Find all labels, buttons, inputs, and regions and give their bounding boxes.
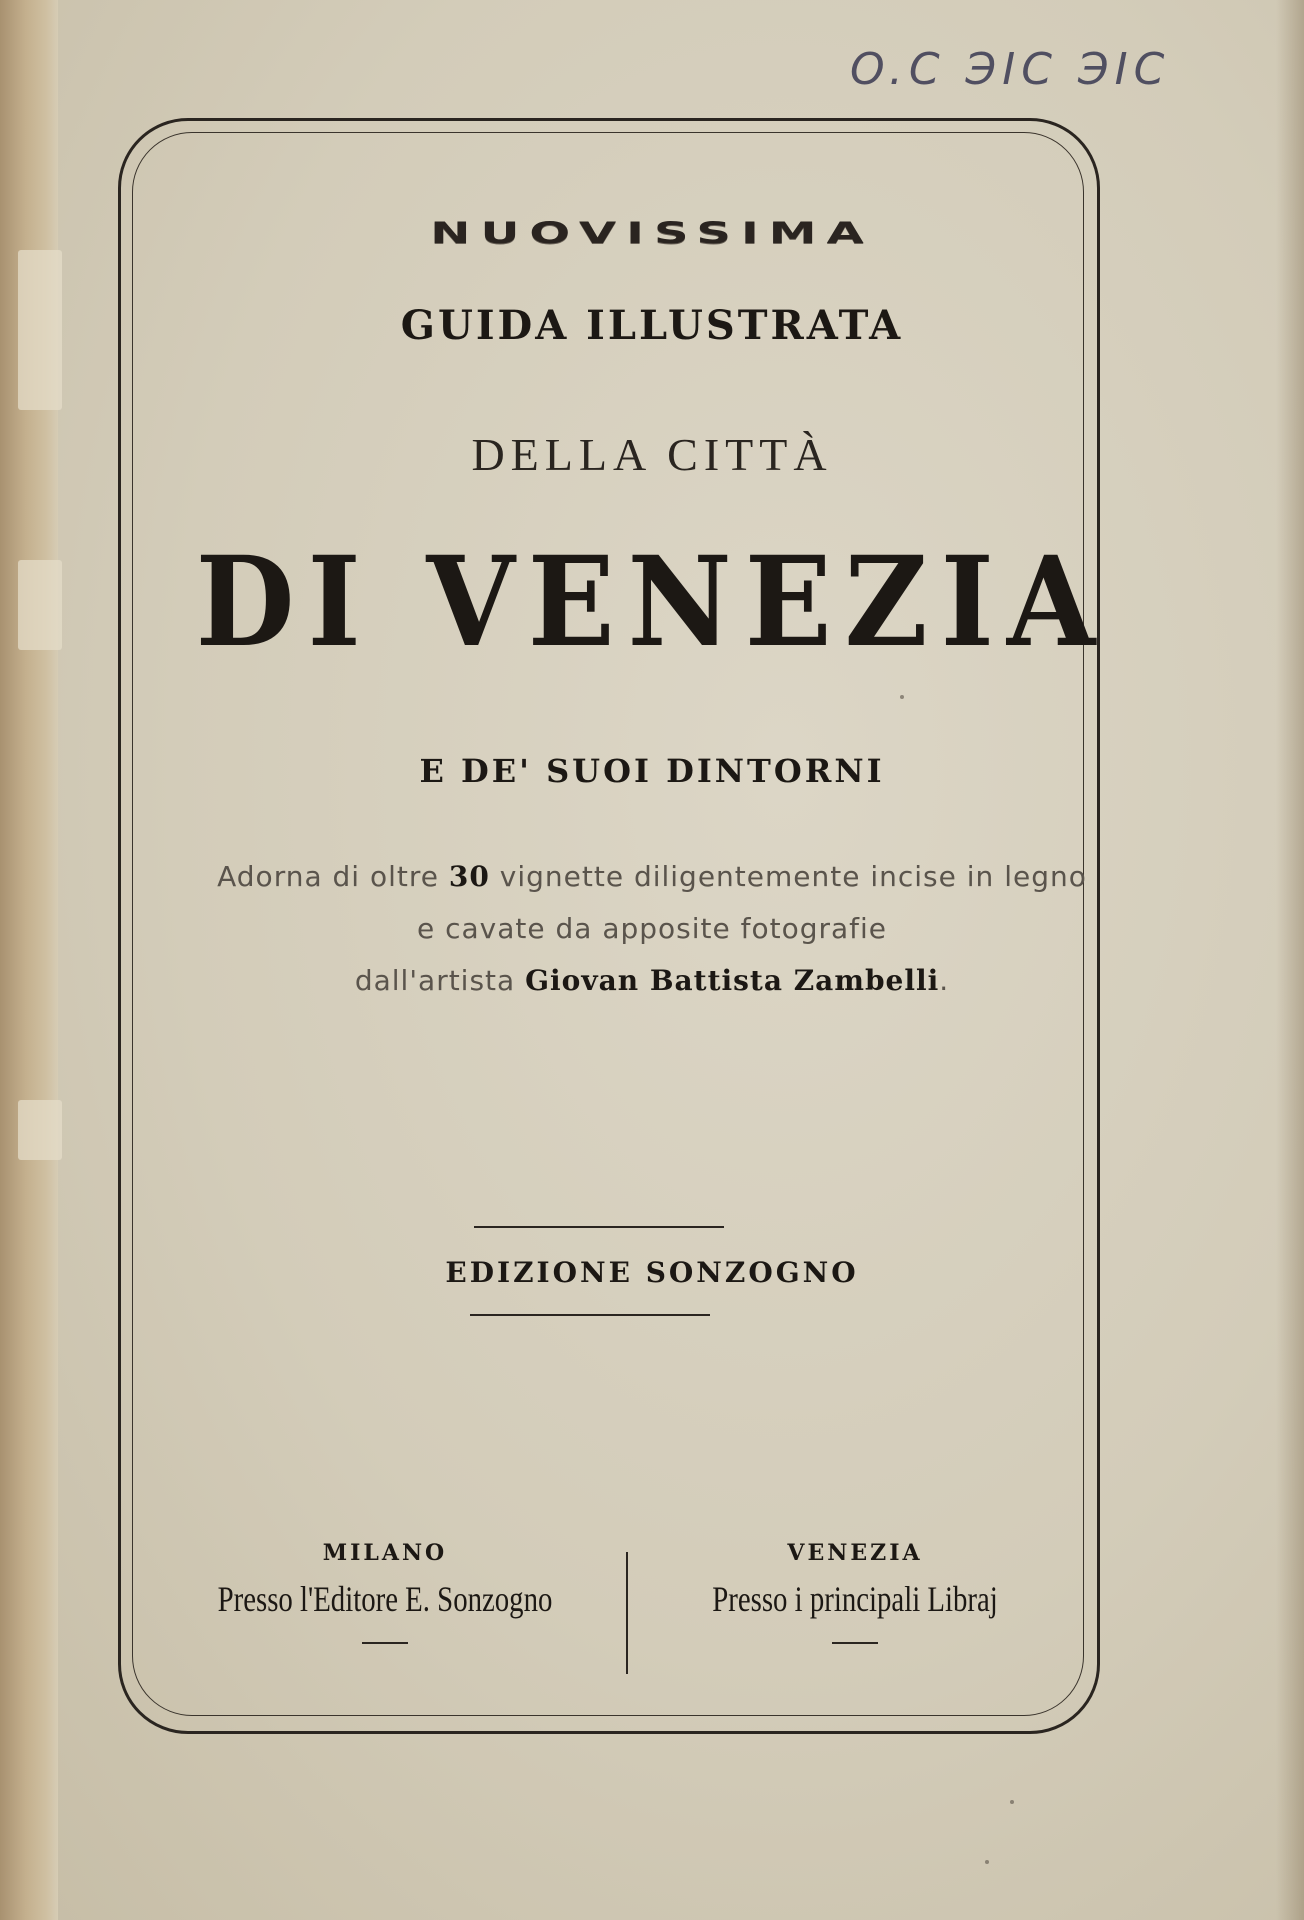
imprint-city: VENEZIA — [787, 1540, 923, 1566]
imprint-dash — [832, 1642, 878, 1644]
description-text: vignette diligentemente incise in legno — [489, 860, 1087, 893]
edition-label: EDIZIONE SONZOGNO — [445, 1256, 859, 1289]
imprint-publisher: Presso l'Editore E. Sonzogno — [217, 1579, 553, 1619]
description-text: . — [939, 964, 950, 997]
subtitle-dintorni: E DE' SUOI DINTORNI — [419, 752, 885, 790]
imprint-dash — [362, 1642, 408, 1644]
title-di-venezia: DI VENEZIA — [195, 530, 1109, 675]
rule-bottom — [470, 1314, 710, 1316]
title-guida-illustrata: GUIDA ILLUSTRATA — [400, 302, 904, 349]
ink-speck — [985, 1860, 989, 1864]
imprint-milano — [170, 1540, 600, 1644]
description-line-1 — [0, 860, 1304, 893]
description-text: dall'artista — [354, 964, 526, 997]
imprint-city: MILANO — [322, 1540, 448, 1566]
imprint-publisher: Presso i principali Libraj — [712, 1579, 998, 1619]
vignette-count: 30 — [448, 860, 490, 893]
description-line-2: e cavate da apposite fotografie — [416, 912, 888, 945]
description-text: Adorna di oltre — [217, 860, 449, 893]
title-della-citta: DELLA CITTÀ — [471, 429, 833, 480]
paper-tear — [18, 1100, 62, 1160]
ink-speck — [1010, 1800, 1014, 1804]
ink-speck — [900, 695, 904, 699]
rule-top — [474, 1226, 724, 1228]
imprint-divider — [626, 1552, 628, 1674]
imprint-venezia — [650, 1540, 1060, 1644]
title-nuovissima: NUOVISSIMA — [430, 215, 874, 251]
description-line-3 — [0, 964, 1304, 997]
page-edge-shadow — [1276, 0, 1304, 1920]
artist-name: Giovan Battista Zambelli — [525, 964, 940, 997]
handwritten-note: O.C ЭIC ЭIC — [850, 44, 1171, 95]
